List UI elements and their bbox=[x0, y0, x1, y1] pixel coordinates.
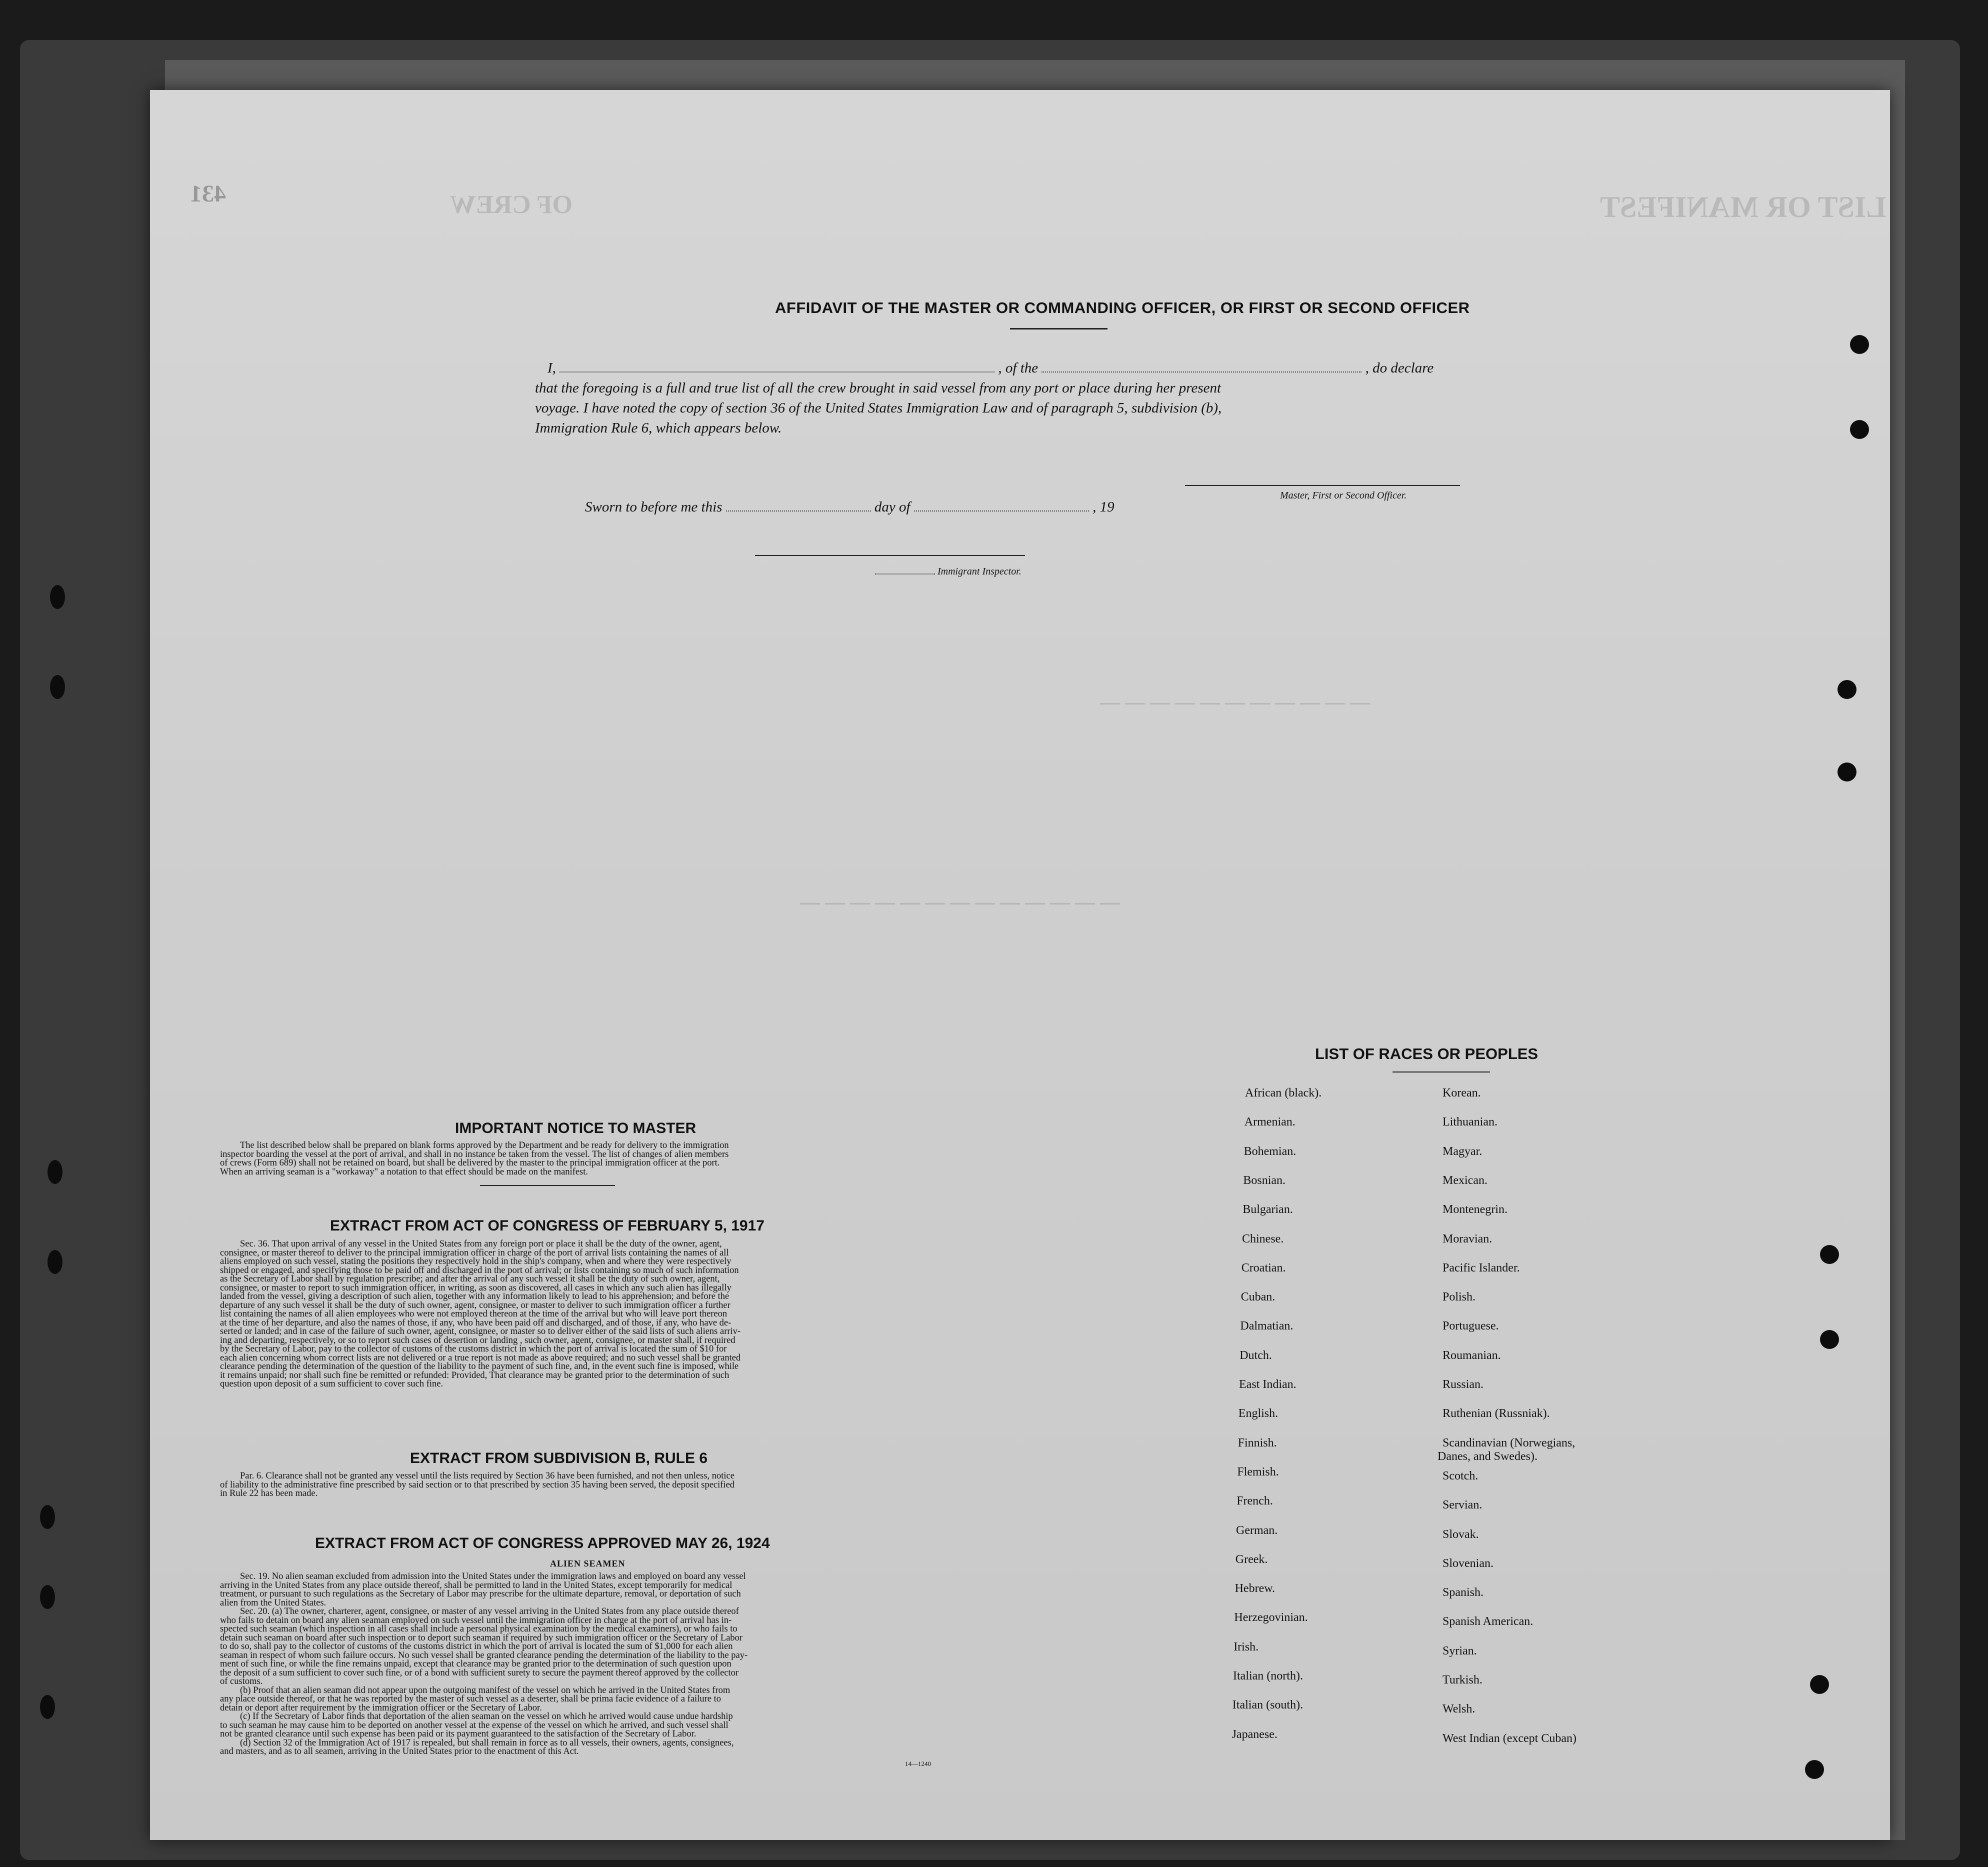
day-of-label: day of bbox=[874, 499, 910, 515]
punch-hole bbox=[1810, 1675, 1829, 1694]
extract-1924-line: seaman in respect of whom such failure occurs. No such vessel shall be granted clearance pending the determination of the liability to the pay- bbox=[220, 1650, 748, 1660]
extract-1917-line: departure of any such vessel it shall be the duty of such owner, agent, consignee, or master to deliver to such immigration officer a further bbox=[220, 1300, 730, 1310]
extract-1917-line: at the time of her departure, and also the names of those, if any, who have been paid off and discharged, and of those, if any, who have de- bbox=[220, 1318, 732, 1328]
extract-1917-line: serted or landed; and in case of the failure of such owner, agent, consignee, or master so to deliver either of the said lists of such aliens arriv- bbox=[220, 1326, 741, 1336]
extract-1917-line: each alien concerning whom correct lists are not delivered or a true report is not made as above required; and no such vessel shall be granted bbox=[220, 1352, 741, 1363]
extract-1924-line: treatment, or pursuant to such regulations as the Secretary of Labor may prescribe for the ultimate departure, removal, or deportation of such bbox=[220, 1589, 741, 1599]
extract-1924-line: (b) Proof that an alien seaman did not appear upon the outgoing manifest of the vessel on which he arrived in the United States from bbox=[240, 1685, 730, 1696]
extract-1917-line: landed from the vessel, giving a description of such alien, together with any information likely to lead to his apprehension; and before the bbox=[220, 1292, 730, 1302]
inspector-signature-line bbox=[755, 555, 1025, 556]
punch-hole bbox=[1850, 420, 1869, 439]
extract-1917-line: ing and departing, respectively, or so to report such cases of desertion or landing , such owner, agent, consignee, or master shall, if required bbox=[220, 1335, 736, 1346]
race-item: Slovak. bbox=[1442, 1528, 1479, 1541]
race-item: East Indian. bbox=[1239, 1378, 1296, 1391]
extract-1924-line: to do so, shall pay to the collector of customs of the customs district in which the port of arrival is located the sum of $1,000 for each alien bbox=[220, 1642, 733, 1652]
extract-1924-line: any place outside thereof, or that he was reported by the master of such vessel as a deserter, shall be prima facie evidence of a failure to bbox=[220, 1694, 721, 1704]
extract-1917-line: consignee, or master thereof to deliver to the principal immigration officer in charge of the port of arrival lists containing the names of all bbox=[220, 1248, 729, 1258]
race-item: West Indian (except Cuban) bbox=[1442, 1732, 1576, 1745]
page-number-mark: 431 bbox=[190, 180, 226, 207]
section-rule bbox=[480, 1185, 615, 1186]
notice-title: IMPORTANT NOTICE TO MASTER bbox=[455, 1120, 696, 1136]
race-item: English. bbox=[1238, 1407, 1278, 1420]
race-item: Irish. bbox=[1234, 1640, 1259, 1654]
extract-1917-line: shipped or engaged, and specifying those to be paid off and discharged in the port of arrival; or lists containing so much of such information bbox=[220, 1265, 739, 1276]
race-item: Slovenian. bbox=[1442, 1556, 1494, 1570]
subdivision-body bbox=[220, 1472, 982, 1498]
title-rule bbox=[1010, 328, 1108, 330]
master-signature-label: Master, First or Second Officer. bbox=[1280, 490, 1407, 501]
punch-hole bbox=[1820, 1330, 1839, 1349]
extract-1924-line: detain such seaman on board after such inspection or to deport such seaman if required by such immigration officer or the Secretary of Labor bbox=[220, 1632, 743, 1643]
race-item-continuation: Danes, and Swedes). bbox=[1438, 1450, 1538, 1463]
binder-hole bbox=[40, 1505, 55, 1529]
race-item: Montenegrin. bbox=[1442, 1203, 1508, 1216]
notice-body bbox=[220, 1142, 982, 1176]
race-item: Syrian. bbox=[1442, 1644, 1477, 1658]
do-declare-label: , do declare bbox=[1365, 360, 1434, 376]
affidavit-declaration-line bbox=[548, 360, 1434, 376]
race-item: Japanese. bbox=[1232, 1728, 1278, 1741]
race-item: Cuban. bbox=[1240, 1290, 1276, 1304]
sworn-label: Sworn to before me this bbox=[585, 499, 722, 515]
affidavit-text-line: that the foregoing is a full and true list of all the crew brought in said vessel from any port or place during her present bbox=[535, 380, 1222, 396]
race-item: Herzegovinian. bbox=[1234, 1611, 1308, 1624]
race-item: Scotch. bbox=[1442, 1469, 1478, 1482]
bleed-through-text: — — — — — — — — — — — bbox=[1100, 690, 1370, 713]
subdivision-line: of liability to the administrative fine prescribed by said section or to that prescribed by section 35 having been served, the deposit specified bbox=[220, 1480, 735, 1490]
year-label: , 19 bbox=[1092, 499, 1114, 515]
extract-1924-line: (d) Section 32 of the Immigration Act of 1917 is repealed, but shall remain in force as to all vessels, their owners, agents, consignees, bbox=[240, 1738, 734, 1748]
race-item: Finnish. bbox=[1238, 1436, 1277, 1450]
extract-1917-line: by the Secretary of Labor, pay to the collector of customs of the customs district in which the port of arrival is located the sum of $10 for bbox=[220, 1344, 727, 1354]
notice-line: When an arriving seaman is a "workaway" a notation to that effect should be made on the manifest. bbox=[220, 1166, 588, 1177]
race-item: Servian. bbox=[1442, 1498, 1482, 1512]
subdivision-title: EXTRACT FROM SUBDIVISION B, RULE 6 bbox=[410, 1450, 708, 1466]
extract-1924-line: who fails to detain on board any alien seaman employed on such vessel until the immigration officer in charge at the port of arrival has in- bbox=[220, 1615, 732, 1626]
race-item: Bosnian. bbox=[1243, 1174, 1286, 1187]
race-item: Hebrew. bbox=[1234, 1582, 1275, 1596]
bleed-through-text: OF CREW bbox=[450, 190, 573, 219]
notice-line: inspector boarding the vessel at the port of arrival, and shall in no instance be taken from the vessel. The list of changes of alien members bbox=[220, 1149, 729, 1160]
extract-1917-line: it remains unpaid; nor shall such fine be remitted or refunded: Provided, That clearance may be granted prior to the determination of such bbox=[220, 1370, 730, 1380]
inspector-label bbox=[875, 566, 1022, 578]
race-item: French. bbox=[1236, 1494, 1273, 1508]
extract-1924-line: (c) If the Secretary of Labor finds that deportation of the alien seaman on the vessel on which he arrived would cause undue hardship bbox=[240, 1712, 733, 1722]
race-item: Pacific Islander. bbox=[1442, 1261, 1520, 1274]
binder-hole bbox=[40, 1695, 55, 1719]
punch-hole bbox=[1838, 762, 1856, 782]
race-item: Portuguese. bbox=[1442, 1320, 1499, 1333]
extract-1924-line: to such seaman he may cause him to be deported on another vessel at the expense of the vessel on which he arrived, and such vessel shall bbox=[220, 1720, 728, 1730]
extract-1917-line: clearance pending the determination of the question of the liability to the payment of such fine, and, in the event such fine is imposed, while bbox=[220, 1362, 739, 1372]
extract-1917-title: EXTRACT FROM ACT OF CONGRESS OF FEBRUARY 5, 1917 bbox=[330, 1218, 764, 1234]
race-item: Spanish. bbox=[1442, 1586, 1484, 1600]
extract-1924-line: ment of such fine, or while the fine remains unpaid, except that clearance may be granted prior to the determination of such question upon bbox=[220, 1659, 732, 1669]
race-item: Polish. bbox=[1442, 1290, 1476, 1304]
notice-line: The list described below shall be prepared on blank forms approved by the Department and be ready for delivery to the immigration bbox=[240, 1140, 729, 1150]
document-sheet bbox=[150, 90, 1890, 1840]
extract-1917-line: aliens employed on such vessel, stating the positions they respectively hold in the ship's company, when and where they were respectively bbox=[220, 1256, 732, 1266]
alien-seamen-subtitle: ALIEN SEAMEN bbox=[550, 1558, 626, 1568]
extract-1917-line: list containing the names of all alien employees who were not employed thereon at the time of the arrival but who will leave port thereon bbox=[220, 1309, 728, 1319]
inspector-text: Immigrant Inspector. bbox=[938, 566, 1022, 577]
race-item: German. bbox=[1236, 1524, 1278, 1537]
race-item: Russian. bbox=[1442, 1378, 1484, 1391]
sworn-line bbox=[585, 499, 1114, 516]
race-item: Roumanian. bbox=[1442, 1348, 1501, 1362]
binder-hole bbox=[48, 1250, 62, 1274]
race-item: Armenian. bbox=[1244, 1116, 1296, 1129]
extract-1917-body bbox=[220, 1240, 982, 1389]
binder-hole bbox=[48, 1160, 62, 1184]
affidavit-title: AFFIDAVIT OF THE MASTER OR COMMANDING OFFICER, OR FIRST OR SECOND OFFICER bbox=[775, 299, 1470, 316]
race-item: Scandinavian (Norwegians, bbox=[1442, 1436, 1576, 1450]
punch-hole bbox=[1838, 680, 1856, 699]
race-item: Croatian. bbox=[1241, 1261, 1286, 1274]
punch-hole bbox=[1805, 1760, 1824, 1779]
extract-1917-line: consignee, or master to report to such immigration officer, in writing, as soon as discovered, all cases in which any such alien has illegally bbox=[220, 1282, 732, 1293]
race-item: Bulgarian. bbox=[1242, 1203, 1293, 1216]
race-item: Dutch. bbox=[1240, 1348, 1272, 1362]
extract-1924-line: the deposit of a sum sufficient to cover such fine, or of a bond with sufficient surety to secure the payment thereof approved by the collector bbox=[220, 1668, 739, 1678]
race-item: Chinese. bbox=[1242, 1232, 1284, 1246]
affidavit-text-line: voyage. I have noted the copy of section 36 of the United States Immigration Law and of paragraph 5, subdivision (b), bbox=[535, 400, 1222, 416]
extract-1924-line: not be granted clearance until such expense has been paid or its payment guaranteed to the satisfaction of the Secretary of Labor. bbox=[220, 1729, 696, 1739]
sworn-day-blank bbox=[726, 510, 871, 512]
race-item: Greek. bbox=[1235, 1552, 1268, 1566]
race-item: Italian (south). bbox=[1232, 1698, 1304, 1712]
extract-1924-line: Sec. 20. (a) The owner, charterer, agent, consignee, or master of any vessel arriving in the United States from any place outside thereof bbox=[240, 1606, 739, 1616]
race-item: Moravian. bbox=[1442, 1232, 1492, 1246]
race-item: Mexican. bbox=[1442, 1174, 1488, 1187]
extract-1924-line: and masters, and as to all seamen, arriving in the United States prior to the enactment of this Act. bbox=[220, 1746, 579, 1756]
bleed-through-text: — — — — — — — — — — — — — bbox=[800, 890, 1120, 913]
race-item: Magyar. bbox=[1442, 1144, 1482, 1158]
extract-1917-line: question upon deposit of a sum sufficient to cover such fine. bbox=[220, 1379, 444, 1389]
sworn-month-blank bbox=[914, 510, 1089, 512]
race-item: Ruthenian (Russniak). bbox=[1442, 1407, 1550, 1420]
punch-hole bbox=[1850, 335, 1869, 354]
race-item: Bohemian. bbox=[1244, 1144, 1296, 1158]
race-item: Spanish American. bbox=[1442, 1615, 1534, 1628]
extract-1924-line: spected such seaman (which inspection in all cases shall include a personal physical examination by the medical examiners), or who fails to bbox=[220, 1624, 738, 1634]
binder-hole bbox=[50, 585, 65, 609]
race-item: Korean. bbox=[1442, 1086, 1481, 1100]
subdivision-line: Par. 6. Clearance shall not be granted any vessel until the lists required by Section 36 have been furnished, and not then unless, notice bbox=[240, 1471, 734, 1481]
master-signature-line bbox=[1185, 485, 1460, 486]
extract-1924-line: Sec. 19. No alien seaman excluded from admission into the United States under the immigration laws and employed on board any vessel bbox=[240, 1572, 746, 1582]
i-label: I, bbox=[548, 360, 556, 376]
extract-1924-body bbox=[220, 1572, 982, 1756]
race-item: Italian (north). bbox=[1233, 1670, 1303, 1682]
binder-hole bbox=[40, 1585, 55, 1609]
race-item: African (black). bbox=[1245, 1086, 1322, 1100]
race-item: Turkish. bbox=[1442, 1674, 1482, 1686]
extract-1924-line: detain or deport after requirement by the immigration officer or the Secretary of Labor. bbox=[220, 1702, 542, 1713]
extract-1924-line: alien from the United States. bbox=[220, 1598, 326, 1608]
races-title: LIST OF RACES OR PEOPLES bbox=[1315, 1045, 1538, 1062]
race-item: Lithuanian. bbox=[1442, 1116, 1498, 1129]
extract-1924-line: arriving in the United States from any place outside thereof, shall be permitted to land in the United States, except temporarily for medical bbox=[220, 1580, 732, 1590]
of-the-label: , of the bbox=[998, 360, 1038, 376]
extract-1917-line: Sec. 36. That upon arrival of any vessel in the United States from any foreign port or place it shall be the duty of the owner, agent, bbox=[240, 1239, 722, 1249]
extract-1924-title: EXTRACT FROM ACT OF CONGRESS APPROVED MAY 26, 1924 bbox=[315, 1535, 770, 1552]
race-item: Dalmatian. bbox=[1240, 1320, 1294, 1333]
notice-line: of crews (Form 689) shall not be retained on board, but shall be delivered by the master to the principal immigration officer at the port. bbox=[220, 1158, 720, 1168]
affidavit-text-line: Immigration Rule 6, which appears below. bbox=[535, 420, 782, 436]
binder-hole bbox=[50, 675, 65, 699]
subdivision-line: in Rule 22 has been made. bbox=[220, 1488, 318, 1498]
bleed-through-text: LIST OR MANIFEST bbox=[1600, 190, 1886, 224]
extract-1924-line: of customs. bbox=[220, 1676, 263, 1686]
form-number: 14—1240 bbox=[905, 1760, 931, 1768]
race-item: Welsh. bbox=[1442, 1702, 1476, 1716]
punch-hole bbox=[1820, 1245, 1839, 1264]
race-item: Flemish. bbox=[1237, 1465, 1279, 1478]
extract-1917-line: as the Secretary of Labor shall by regulation prescribe; and after the arrival of any such vessel it shall be the duty of such owner, agent, bbox=[220, 1274, 720, 1284]
